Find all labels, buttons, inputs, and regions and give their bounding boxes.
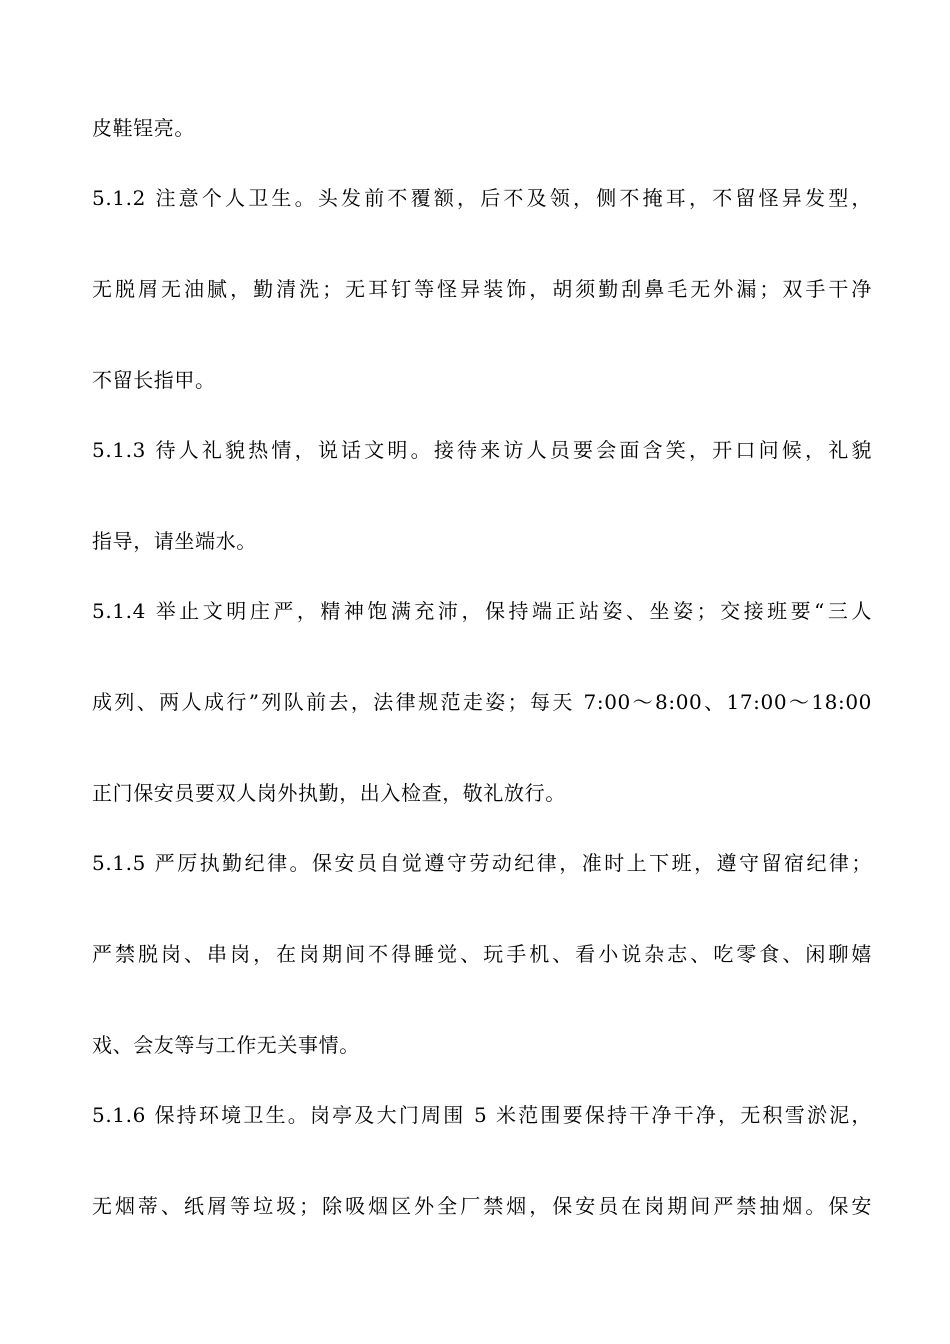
text-line-5: 5.1.3 待人礼貌热情，说话文明。接待来访人员要会面含笑，开口问候，礼貌 (92, 438, 872, 462)
text-line-11: 严禁脱岗、串岗，在岗期间不得睡觉、玩手机、看小说杂志、吃零食、闲聊嬉 (92, 942, 872, 966)
text-line-10: 5.1.5 严厉执勤纪律。保安员自觉遵守劳动纪律，准时上下班，遵守留宿纪律； (92, 851, 872, 875)
text-line-3: 无脱屑无油腻，勤清洗；无耳钉等怪异装饰，胡须勤刮鼻毛无外漏；双手干净 (92, 277, 872, 301)
text-line-9: 正门保安员要双人岗外执勤，出入检查，敬礼放行。 (92, 781, 566, 805)
text-line-8: 成列、两人成行”列队前去，法律规范走姿；每天 7:00～8:00、17:00～18:00 (92, 690, 872, 714)
text-line-2: 5.1.2 注意个人卫生。头发前不覆额，后不及领，侧不掩耳，不留怪异发型， (92, 186, 872, 210)
text-line-7: 5.1.4 举止文明庄严，精神饱满充沛，保持端正站姿、坐姿；交接班要“三人 (92, 599, 872, 623)
text-line-4: 不留长指甲。 (92, 368, 216, 392)
text-line-6: 指导，请坐端水。 (92, 529, 257, 553)
text-line-12: 戏、会友等与工作无关事情。 (92, 1033, 360, 1057)
text-line-1: 皮鞋锃亮。 (92, 116, 195, 140)
text-line-13: 5.1.6 保持环境卫生。岗亭及大门周围 5 米范围要保持干净干净，无积雪淤泥， (92, 1103, 872, 1127)
text-line-14: 无烟蒂、纸屑等垃圾；除吸烟区外全厂禁烟，保安员在岗期间严禁抽烟。保安 (92, 1194, 872, 1218)
